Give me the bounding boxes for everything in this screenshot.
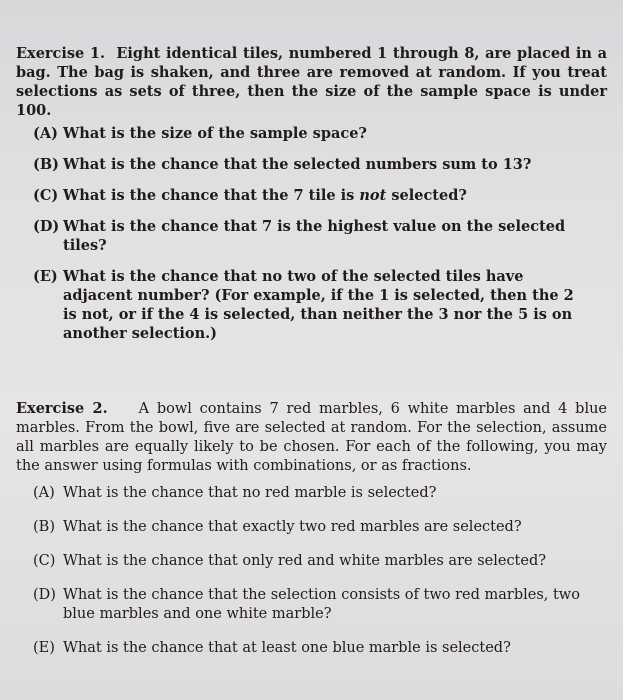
exercise-2-question-e (16, 639, 607, 658)
exercise-1 (16, 44, 607, 343)
exercise-1-question-c (16, 186, 607, 205)
question-text: What is the chance that at least one blue marble is selected? (63, 640, 511, 656)
question-text: What is the chance that no two of the selected tiles have adjacent number? (For example, if the 1 is selected, then the 2 is not, or if the 4 is selected, than neither the 3 nor the 5 is on another selection.) (63, 268, 574, 342)
exercise-2-intro-text: A bowl contains 7 red marbles, 6 white marbles and 4 blue marbles. From the bowl, five are selected at random. For the selection, assume all marbles are equally likely to be chosen. For each of the following, you may the answer using formulas with combinations, or as fractions. (16, 401, 607, 474)
exercise-1-question-e (16, 267, 607, 343)
exercise-2-question-c (16, 552, 607, 571)
question-tag: (E) (33, 268, 58, 285)
question-tag: (E) (33, 640, 55, 656)
question-tag: (A) (33, 485, 55, 501)
exercise-1-intro-text: Eight identical tiles, numbered 1 through 8, are placed in a bag. The bag is shaken, and three are removed at random. If you treat selections as sets of three, then the size of the sample space is under 100. (16, 45, 607, 119)
question-tag: (D) (33, 587, 56, 603)
exercise-2-questions (16, 484, 607, 658)
question-text: What is the chance that the selected numbers sum to 13? (63, 156, 532, 173)
exercise-1-questions (16, 124, 607, 343)
exercise-2-question-b (16, 518, 607, 537)
exercise-1-question-a (16, 124, 607, 143)
question-text: What is the chance that only red and white marbles are selected? (63, 553, 547, 569)
question-text-emphasis: not (359, 187, 387, 204)
question-text: What is the chance that exactly two red marbles are selected? (63, 519, 522, 535)
exercise-1-question-d (16, 217, 607, 255)
question-text: What is the chance that the selection consists of two red marbles, two blue marbles and one white marble? (63, 587, 580, 622)
question-tag: (A) (33, 125, 58, 142)
question-tag: (B) (33, 156, 59, 173)
question-tag: (C) (33, 187, 59, 204)
exercise-1-question-b (16, 155, 607, 174)
question-text: What is the chance that 7 is the highest value on the selected tiles? (63, 218, 566, 254)
question-tag: (B) (33, 519, 55, 535)
question-text-before: What is the chance that the 7 tile is (63, 187, 360, 204)
exercise-2 (16, 399, 607, 658)
question-text: What is the chance that no red marble is selected? (63, 485, 437, 501)
exercise-2-question-d (16, 586, 607, 624)
question-text: What is the size of the sample space? (63, 125, 367, 142)
question-text (63, 186, 607, 205)
exercise-1-label: Exercise 1. (16, 45, 106, 62)
exercise-2-intro (16, 399, 607, 476)
question-tag: (C) (33, 553, 56, 569)
exercise-2-label: Exercise 2. (16, 400, 108, 417)
question-text-after: selected? (386, 187, 467, 204)
exercise-2-question-a (16, 484, 607, 503)
question-tag: (D) (33, 218, 60, 235)
exercise-1-intro (16, 44, 607, 120)
